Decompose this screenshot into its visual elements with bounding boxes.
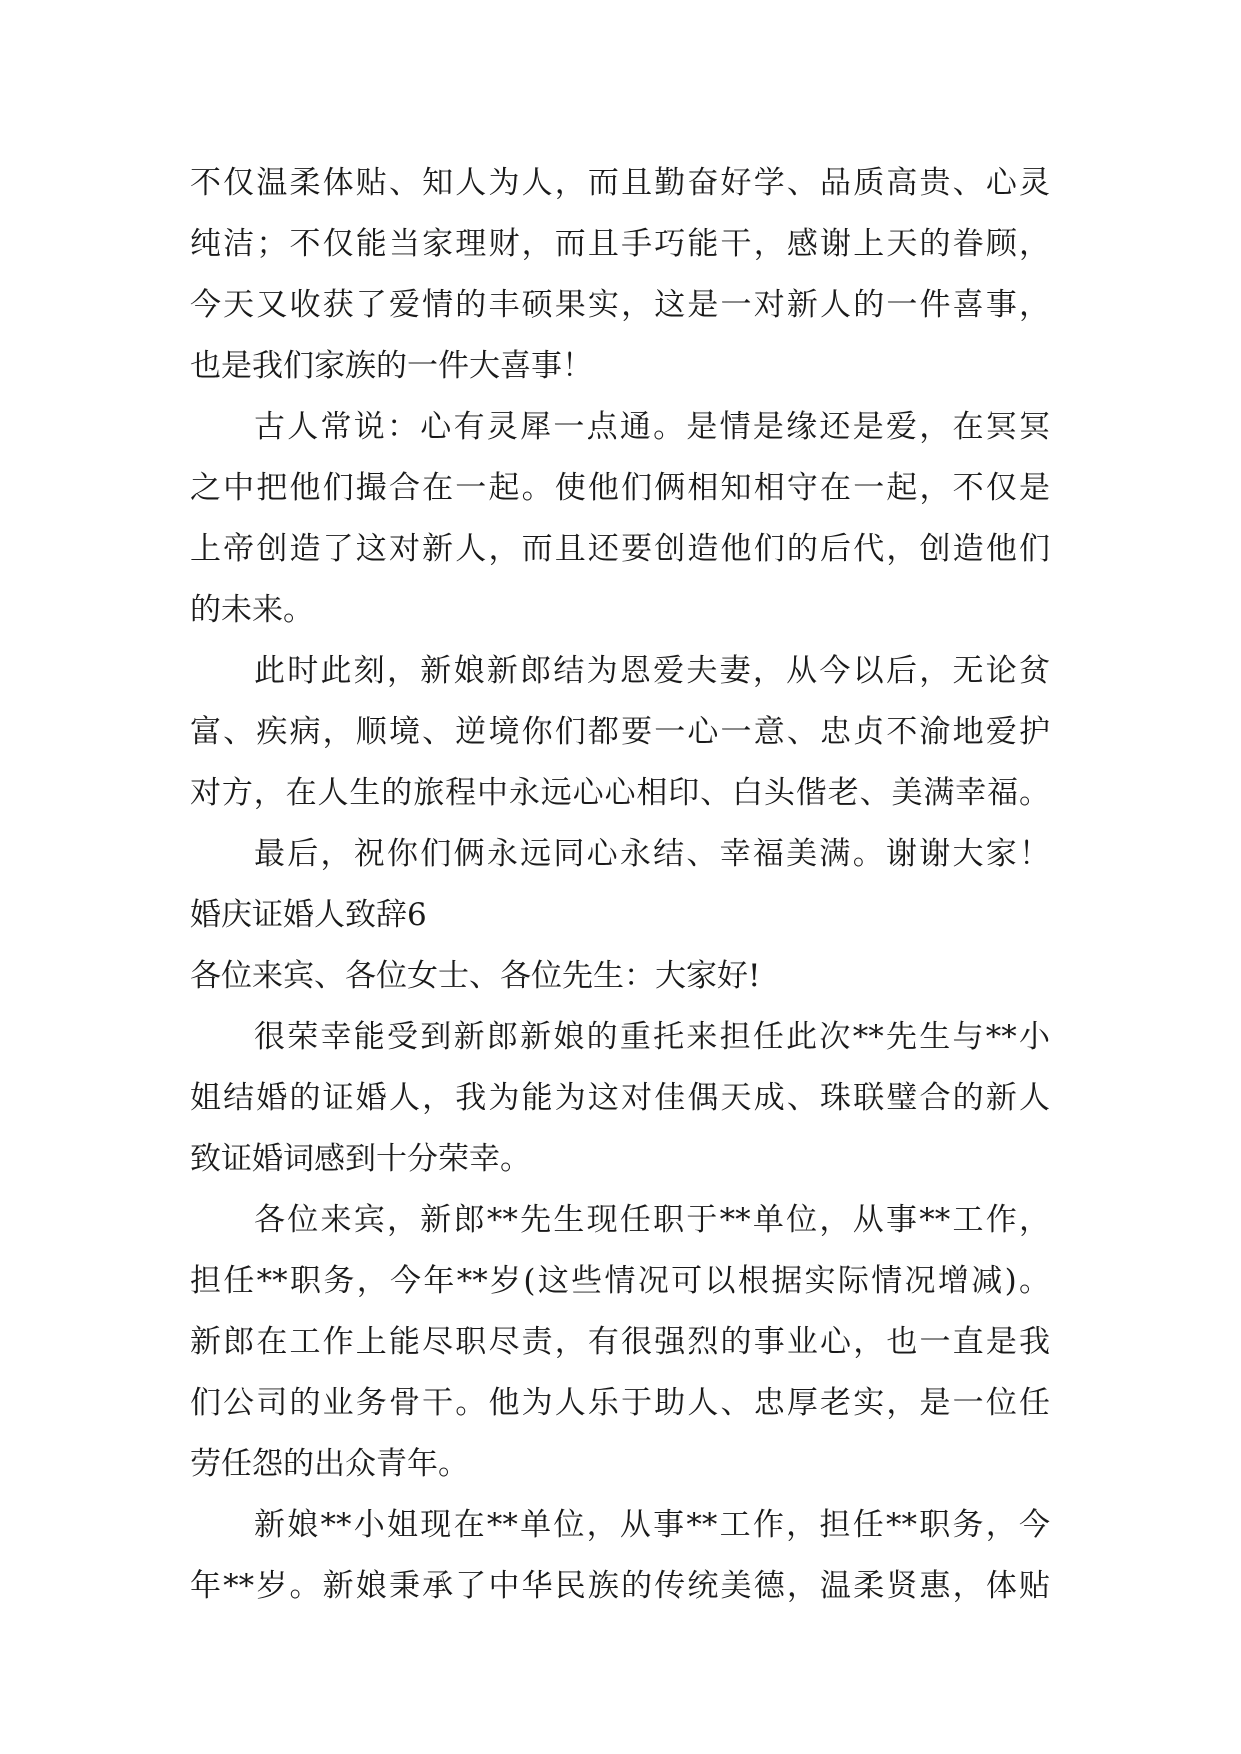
text-line: 担任**职务，今年**岁(这些情况可以根据实际情况增减)。 [190, 1263, 1050, 1299]
text-line: 的未来。 [190, 592, 314, 628]
text-line: 上帝创造了这对新人，而且还要创造他们的后代，创造他们 [190, 531, 1050, 567]
text-line: 古人常说：心有灵犀一点通。是情是缘还是爱，在冥冥 [254, 409, 1050, 445]
text-line: 也是我们家族的一件大喜事！ [190, 348, 593, 384]
text-line: 劳任怨的出众青年。 [190, 1446, 469, 1482]
text-line: 纯洁；不仅能当家理财，而且手巧能干，感谢上天的眷顾， [190, 226, 1050, 262]
text-line: 最后，祝你们俩永远同心永结、幸福美满。谢谢大家！ [254, 836, 1050, 872]
text-line: 很荣幸能受到新郎新娘的重托来担任此次**先生与**小 [254, 1019, 1050, 1055]
text-line: 新娘**小姐现在**单位，从事**工作，担任**职务，今 [254, 1507, 1050, 1543]
text-line: 今天又收获了爱情的丰硕果实，这是一对新人的一件喜事， [190, 287, 1050, 323]
text-line: 富、疾病，顺境、逆境你们都要一心一意、忠贞不渝地爱护 [190, 714, 1050, 750]
text-line: 新郎在工作上能尽职尽责，有很强烈的事业心，也一直是我 [190, 1324, 1050, 1360]
text-line: 姐结婚的证婚人，我为能为这对佳偶天成、珠联璧合的新人 [190, 1080, 1050, 1116]
text-line: 之中把他们撮合在一起。使他们俩相知相守在一起，不仅是 [190, 470, 1050, 506]
text-line: 们公司的业务骨干。他为人乐于助人、忠厚老实，是一位任 [190, 1385, 1050, 1421]
text-line: 致证婚词感到十分荣幸。 [190, 1141, 531, 1177]
salutation: 各位来宾、各位女士、各位先生：大家好! [190, 958, 761, 994]
text-line: 不仅温柔体贴、知人为人，而且勤奋好学、品质高贵、心灵 [190, 165, 1050, 201]
text-line: 此时此刻，新娘新郎结为恩爱夫妻，从今以后，无论贫 [254, 653, 1050, 689]
section-heading: 婚庆证婚人致辞6 [190, 897, 427, 933]
text-line: 年**岁。新娘秉承了中华民族的传统美德，温柔贤惠，体贴 [190, 1568, 1050, 1604]
text-line: 对方，在人生的旅程中永远心心相印、白头偕老、美满幸福。 [190, 775, 1050, 811]
text-line: 各位来宾，新郎**先生现任职于**单位，从事**工作， [254, 1202, 1050, 1238]
